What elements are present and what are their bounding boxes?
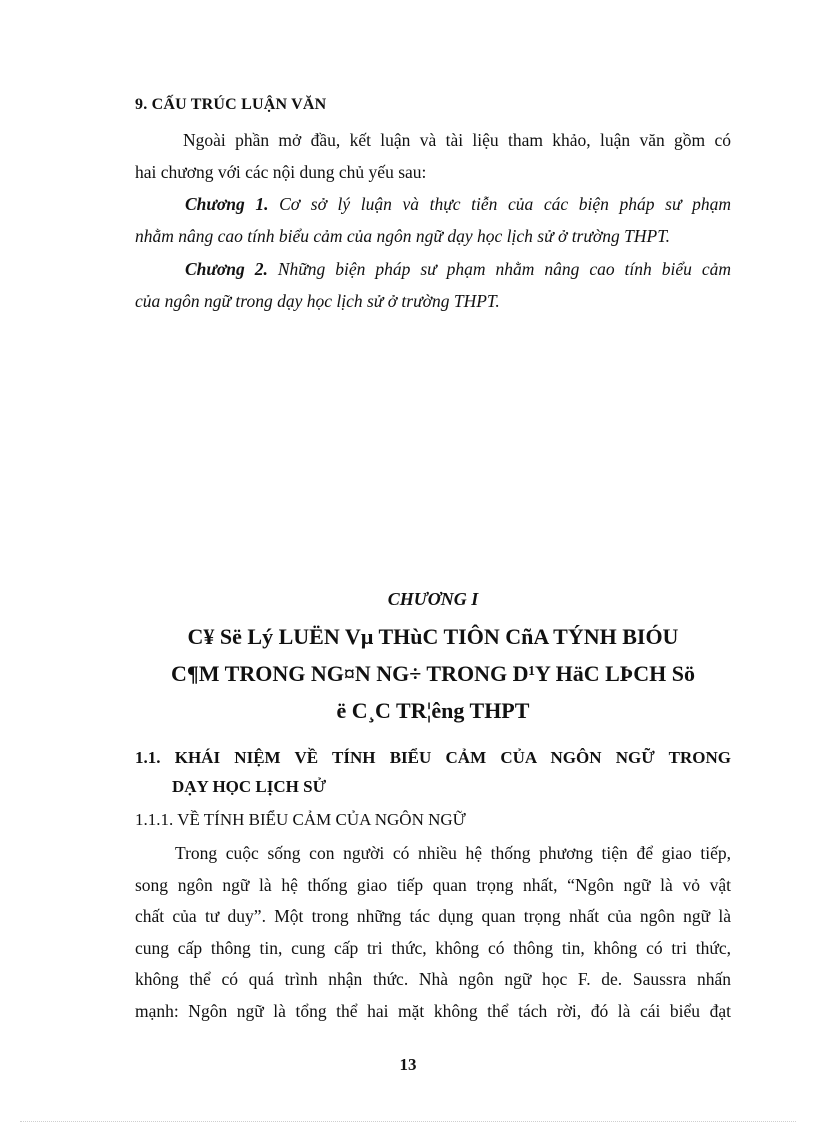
chapter-2-line-2: của ngôn ngữ trong dạy học lịch sử ở trường THPT. <box>135 291 500 311</box>
intro-line-1: Ngoài phần mở đầu, kết luận và tài liệu tham khảo, luận văn gồm có <box>183 130 731 150</box>
chapter-heading: CHƯƠNG I <box>387 589 479 609</box>
chapter-1-summary <box>135 188 731 252</box>
page-bottom-divider <box>20 1121 796 1122</box>
chapter-1-label: Chương 1. <box>185 194 269 214</box>
page-number: 13 <box>399 1055 417 1074</box>
chapter-1-line-1 <box>135 188 731 220</box>
chapter-title-line-3: ë C¸C TR¦êng THPT <box>336 698 530 723</box>
section-1-1-heading <box>135 743 731 801</box>
section-9-heading: 9. CẤU TRÚC LUẬN VĂN <box>135 96 327 113</box>
section-1-1-line-2: DẠY HỌC LỊCH SỬ <box>172 777 327 796</box>
body-line: Trong cuộc sống con người có nhiều hệ thống phương tiện để giao tiếp, <box>175 843 731 863</box>
body-line: mạnh: Ngôn ngữ là tổng thể hai mặt không thể tách rời, đó là cái biểu đạt <box>135 1000 731 1021</box>
chapter-title-line-2: C¶M TRONG NG¤N NG÷ TRONG D¹Y HäC LÞCH Sö <box>171 661 695 686</box>
chapter-1-text-1: Cơ sở lý luận và thực tiễn của các biện pháp sư phạm <box>268 194 732 214</box>
section-9-intro <box>135 124 731 188</box>
chapter-1-line-2: nhằm nâng cao tính biểu cảm của ngôn ngữ dạy học lịch sử ở trường THPT. <box>135 226 670 246</box>
chapter-2-line-1 <box>135 253 731 285</box>
chapter-title-line-1: C¥ Së Lý LUËN Vµ THùC TIÔN CñA TÝNH BIÓU <box>187 624 679 649</box>
section-1-1-1-heading: 1.1.1. VỀ TÍNH BIỂU CẢM CỦA NGÔN NGỮ <box>135 810 466 829</box>
body-paragraph <box>135 838 731 1027</box>
section-1-1-line-1: 1.1. KHÁI NIỆM VỀ TÍNH BIỂU CẢM CỦA NGÔN NGỮ TRONG <box>135 748 731 767</box>
chapter-2-text-1: Những biện pháp sư phạm nhằm nâng cao tính biểu cảm <box>267 259 731 279</box>
chapter-2-label: Chương 2. <box>185 259 268 279</box>
body-line: chất của tư duy”. Một trong những tác dụng quan trọng nhất của ngôn ngữ là <box>135 906 731 926</box>
body-line: không thể có quá trình nhận thức. Nhà ngôn ngữ học F. de. Saussra nhấn <box>135 969 731 989</box>
chapter-2-summary <box>135 253 731 317</box>
body-line: cung cấp thông tin, cung cấp tri thức, không có thông tin, không có tri thức, <box>135 937 731 958</box>
intro-line-2: hai chương với các nội dung chủ yếu sau: <box>135 162 427 182</box>
chapter-title <box>120 618 746 729</box>
body-line: song ngôn ngữ là hệ thống giao tiếp quan trọng nhất, “Ngôn ngữ là vỏ vật <box>135 874 731 895</box>
